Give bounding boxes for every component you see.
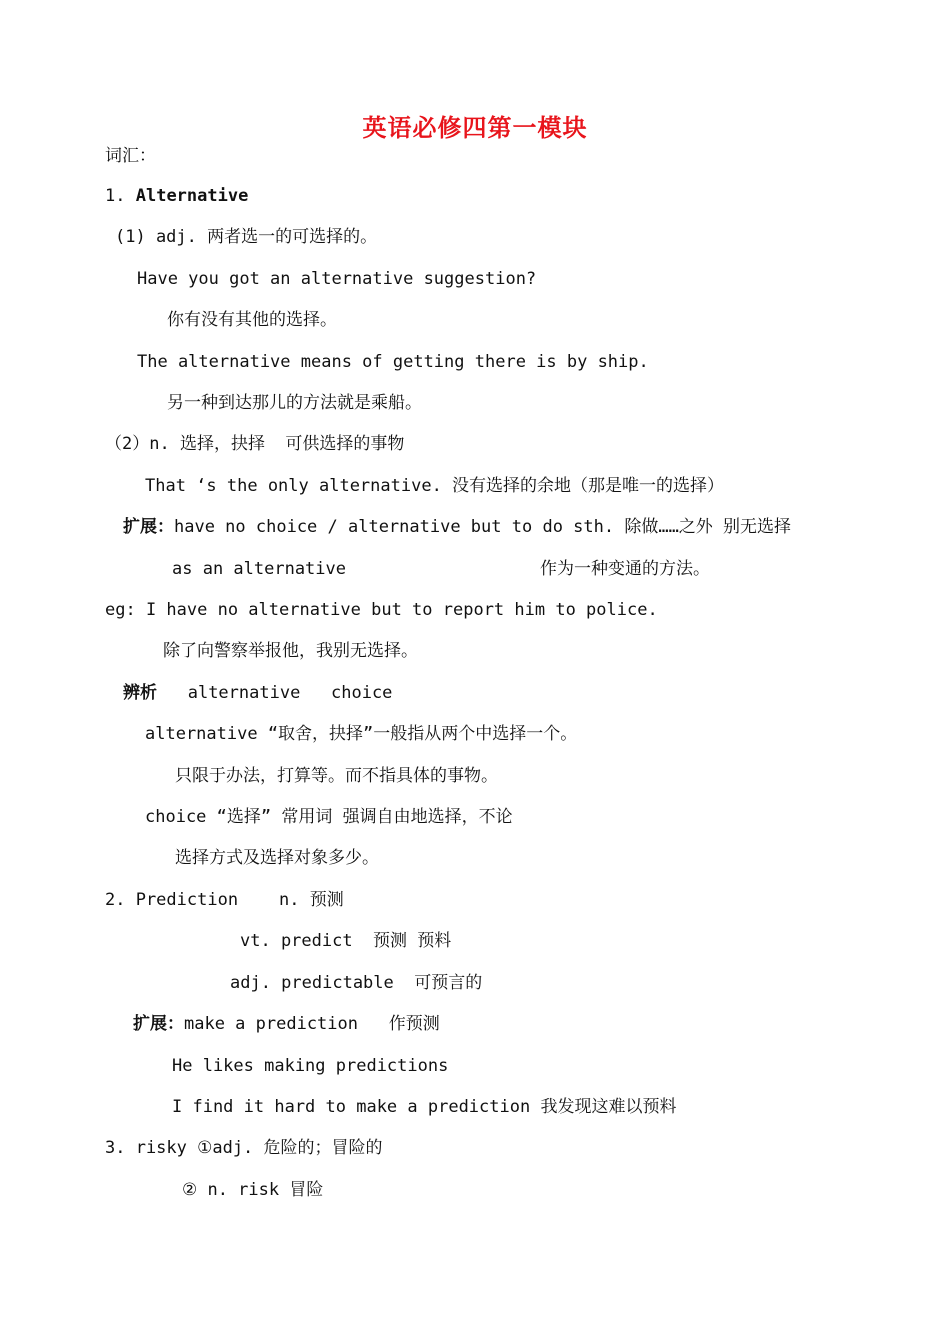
s1-example-1-cn: 你有没有其他的选择。: [167, 310, 337, 330]
s1-adj-definition: (1) adj. 两者选一的可选择的。: [115, 227, 378, 247]
s2-example-2: I find it hard to make a prediction 我发现这难以预料: [172, 1097, 677, 1117]
s1-extension-2-en: as an alternative: [172, 559, 346, 579]
s1-extension-label: 扩展：: [123, 517, 174, 537]
s1-analysis-words: alternative choice: [187, 683, 393, 703]
s1-extension-line-1: [123, 515, 791, 539]
s3-noun-form: ② n. risk 冒险: [182, 1180, 324, 1200]
page-title: 英语必修四第一模块: [362, 114, 588, 142]
s1-extension-2-cn: 作为一种变通的方法。: [540, 559, 710, 579]
s1-example-1-en: Have you got an alternative suggestion?: [137, 269, 537, 289]
section-2-heading: 2. Prediction n. 预测: [105, 890, 344, 910]
s1-noun-definition: （2）n. 选择，抉择 可供选择的事物: [105, 434, 405, 454]
s1-eg-en: eg: I have no alternative but to report him to police.: [105, 600, 658, 620]
s1-extension-1-text: have no choice / alternative but to do sth. 除做……之外 别无选择: [174, 517, 792, 537]
s1-analysis-line: [123, 681, 392, 705]
s1-choice-desc-2: 选择方式及选择对象多少。: [175, 848, 379, 868]
s2-example-1: He likes making predictions: [172, 1056, 449, 1076]
section-1-heading: [105, 184, 248, 208]
s2-extension-line: [133, 1012, 440, 1036]
section-1-word: Alternative: [135, 186, 249, 206]
vocab-label: 词汇：: [105, 146, 156, 166]
s1-alternative-desc-1: alternative “取舍，抉择”一般指从两个中选择一个。: [145, 724, 578, 744]
s2-adj-form: adj. predictable 可预言的: [230, 973, 483, 993]
s1-eg-cn: 除了向警察举报他，我别无选择。: [163, 641, 418, 661]
s1-choice-desc-1: choice “选择” 常用词 强调自由地选择，不论: [145, 807, 513, 827]
section-3-heading: 3. risky ①adj. 危险的；冒险的: [105, 1138, 383, 1158]
s2-verb-form: vt. predict 预测 预料: [240, 931, 452, 951]
section-1-number: 1.: [105, 186, 126, 206]
s1-analysis-label: 辨析: [123, 683, 157, 703]
s1-example-2-cn: 另一种到达那儿的方法就是乘船。: [167, 393, 422, 413]
s1-alternative-desc-2: 只限于办法，打算等。而不指具体的事物。: [175, 766, 498, 786]
s2-extension-text: make a prediction 作预测: [184, 1014, 440, 1034]
s2-extension-label: 扩展：: [133, 1014, 184, 1034]
s1-example-2-en: The alternative means of getting there is by ship.: [137, 352, 649, 372]
s1-noun-example: That ‘s the only alternative. 没有选择的余地（那是唯一的选择）: [145, 476, 725, 496]
